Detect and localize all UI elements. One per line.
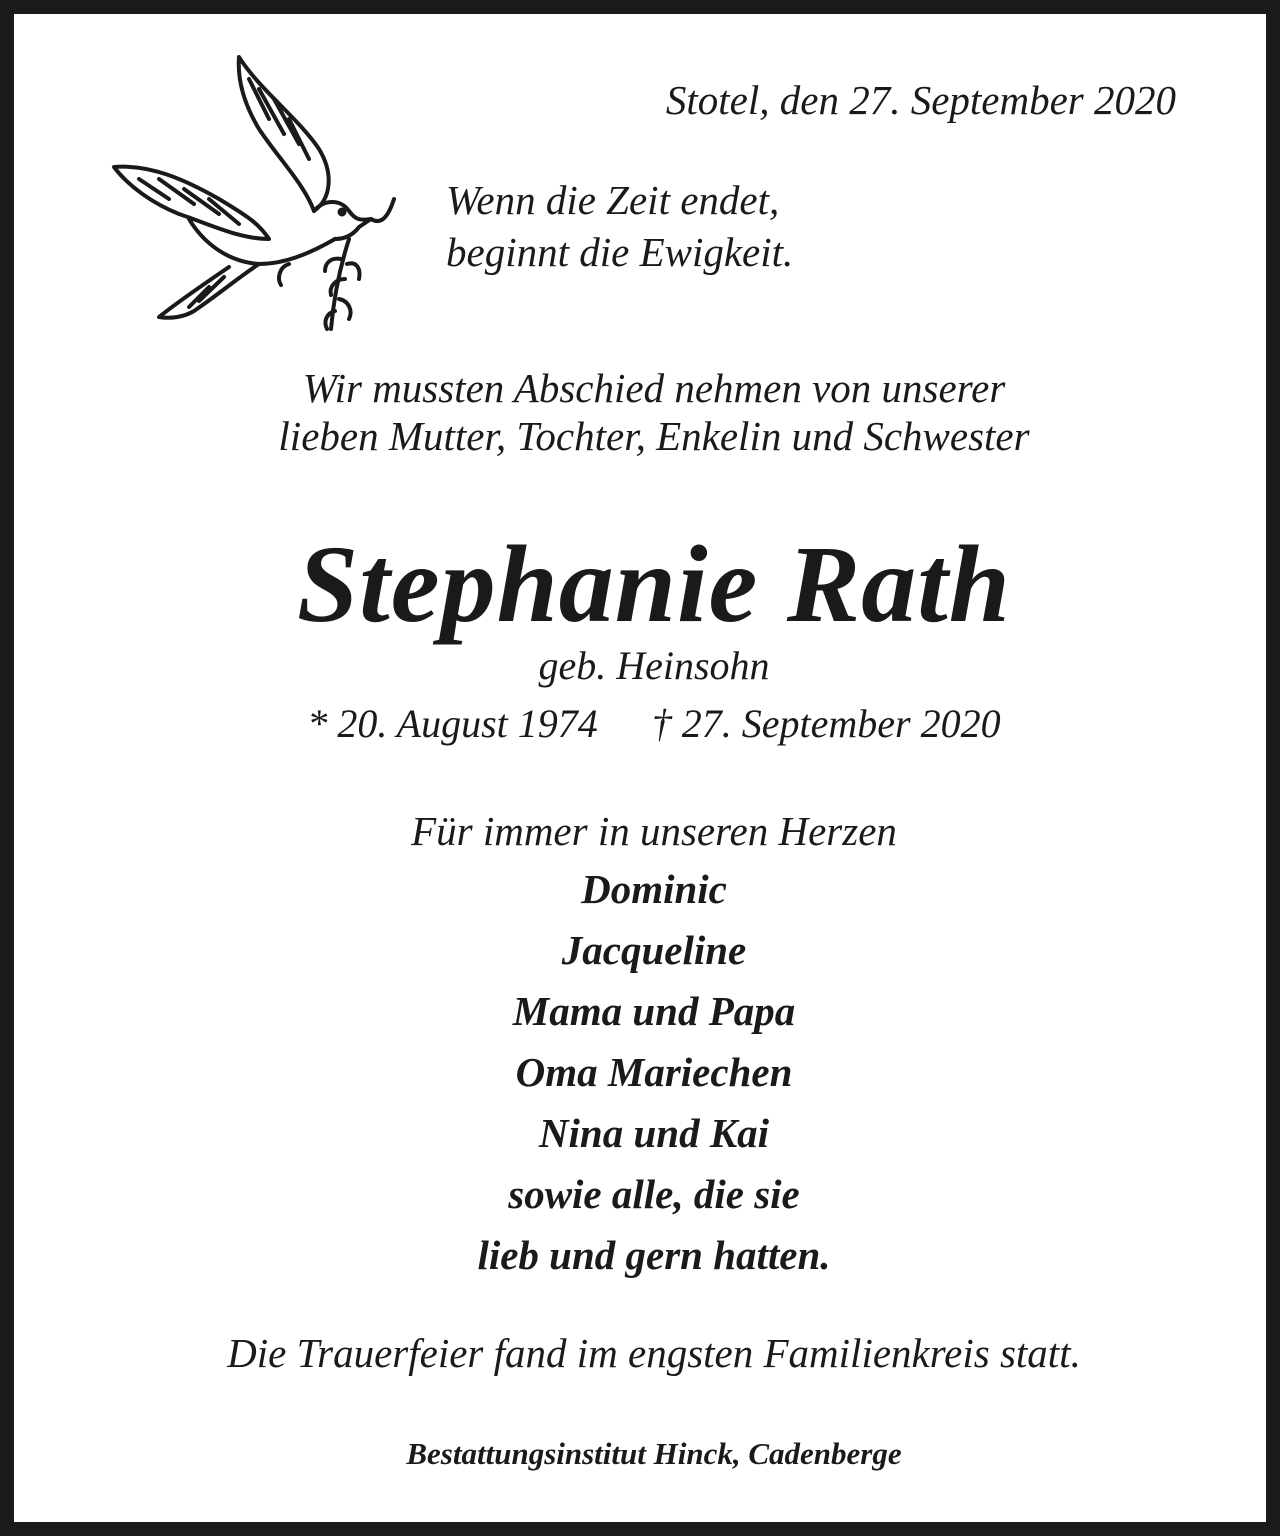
mourner-item: Jacqueline: [561, 927, 747, 973]
deceased-name: Stephanie Rath: [297, 523, 1011, 645]
intro-line: lieben Mutter, Tochter, Enkelin und Schwester: [278, 413, 1030, 459]
funeral-home: Bestattungsinstitut Hinck, Cadenberge: [406, 1436, 902, 1471]
death-date: † 27. September 2020: [651, 701, 1001, 746]
birth-name: geb. Heinsohn: [538, 643, 770, 688]
mourner-item: lieb und gern hatten.: [477, 1232, 831, 1278]
mourner-item: Dominic: [581, 866, 727, 912]
place-and-date: Stotel, den 27. September 2020: [665, 77, 1176, 123]
announcement-intro: [14, 364, 1280, 460]
quote-line: beginnt die Ewigkeit.: [446, 229, 794, 275]
intro-line: Wir mussten Abschied nehmen von unserer: [302, 365, 1006, 411]
dove-with-branch-icon: [109, 49, 409, 334]
birth-date: * 20. August 1974: [307, 701, 598, 746]
mourner-item: Oma Mariechen: [515, 1049, 793, 1095]
epigraph-quote: [446, 174, 793, 278]
ceremony-note: Die Trauerfeier fand im engsten Familienkreis statt.: [227, 1330, 1081, 1376]
life-dates: [14, 700, 1280, 748]
quote-line: Wenn die Zeit endet,: [446, 177, 780, 223]
mourner-item: Nina und Kai: [538, 1110, 770, 1156]
mourner-item: Mama und Papa: [512, 988, 796, 1034]
mourner-item: sowie alle, die sie: [508, 1171, 800, 1217]
remembrance-line: Für immer in unseren Herzen: [411, 808, 897, 854]
mourners-list: [14, 859, 1280, 1286]
